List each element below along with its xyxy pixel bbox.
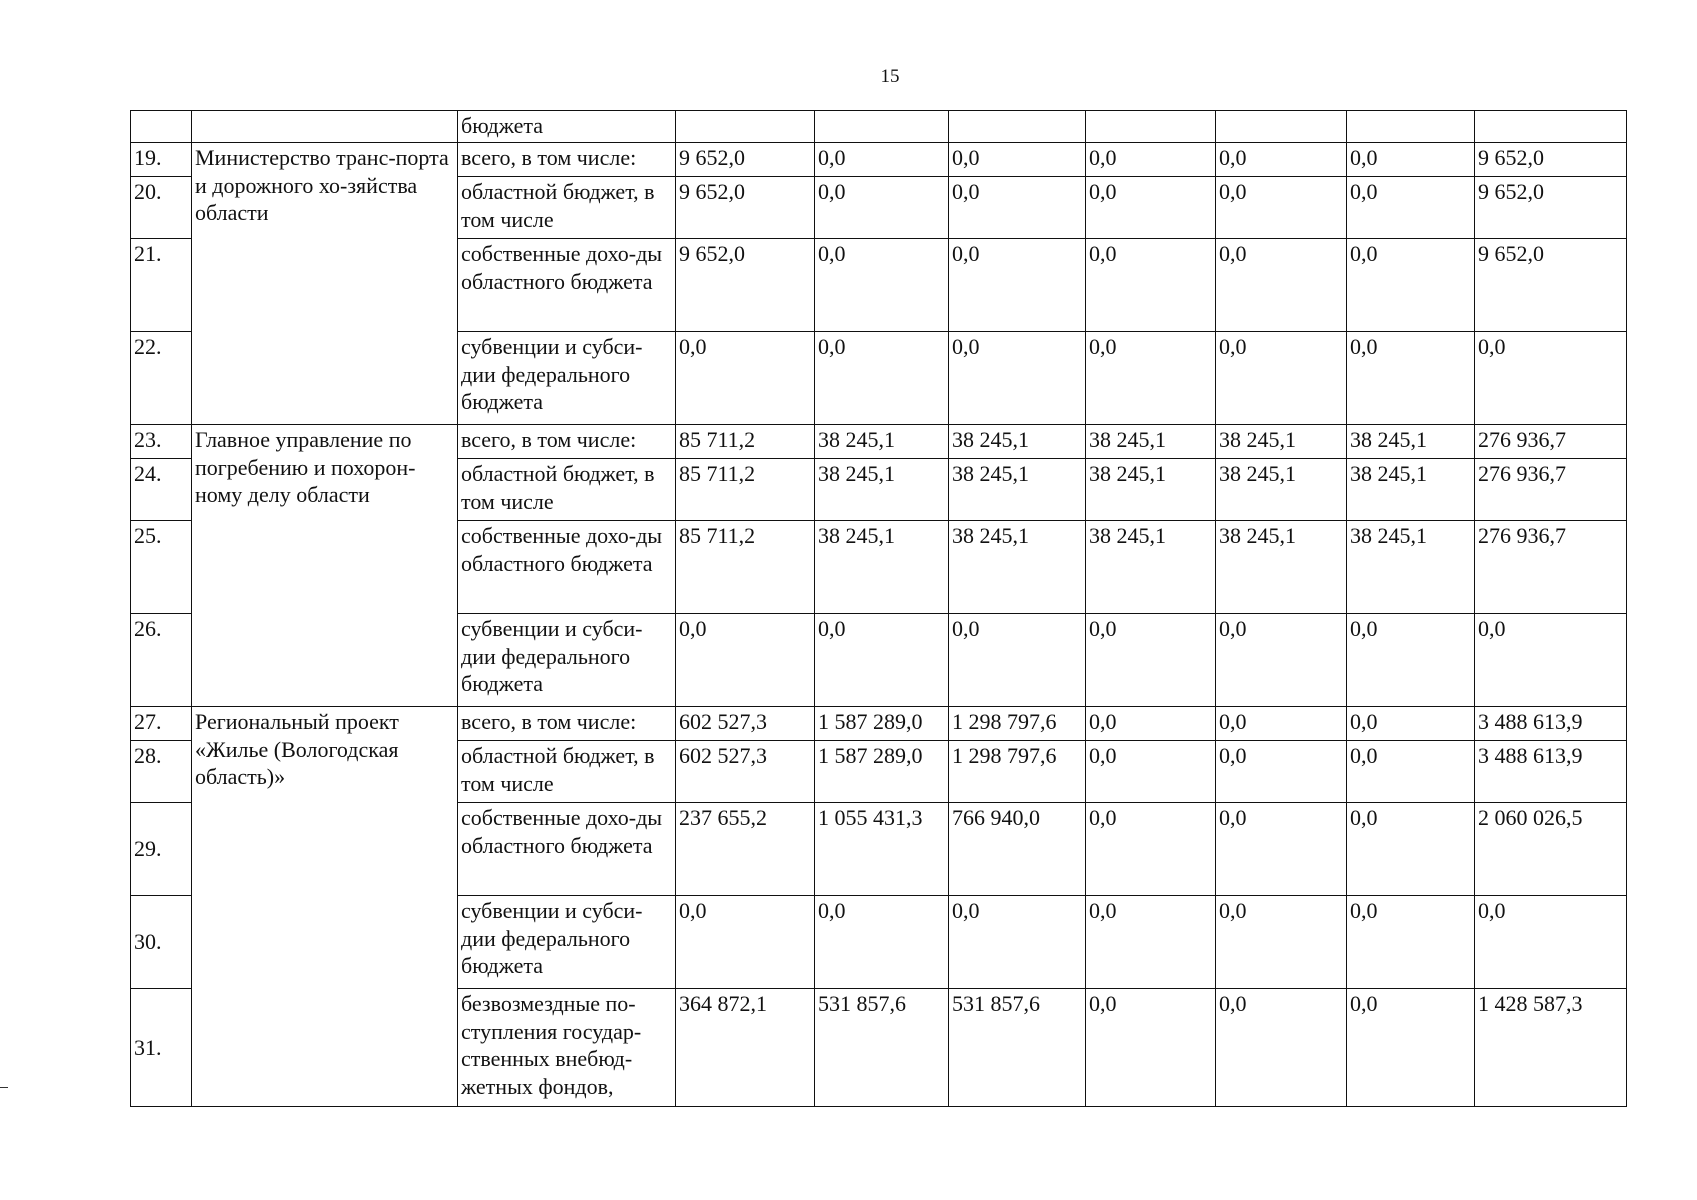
value-cell: 0,0 [1347,741,1475,803]
table-row [131,425,1627,459]
value-cell: 364 872,1 [676,989,815,1107]
value-cell [949,111,1086,143]
value-cell: 0,0 [1216,239,1347,332]
funding-type-cell: собственные дохо-ды областного бюджета [458,521,676,614]
value-cell: 0,0 [1216,896,1347,989]
value-cell: 0,0 [949,239,1086,332]
row-number-cell: 28. [131,741,192,803]
value-cell: 38 245,1 [1216,459,1347,521]
total-value-cell: 276 936,7 [1475,425,1627,459]
value-cell: 1 587 289,0 [815,741,949,803]
value-cell: 0,0 [1086,614,1216,707]
value-cell: 85 711,2 [676,459,815,521]
value-cell: 602 527,3 [676,741,815,803]
value-cell: 9 652,0 [676,177,815,239]
row-number-cell: 23. [131,425,192,459]
value-cell: 0,0 [949,332,1086,425]
value-cell [815,111,949,143]
value-cell: 237 655,2 [676,803,815,896]
value-cell: 0,0 [1086,741,1216,803]
row-number-cell: 19. [131,143,192,177]
total-value-cell: 9 652,0 [1475,143,1627,177]
funding-type-cell: всего, в том числе: [458,143,676,177]
total-value-cell: 0,0 [1475,896,1627,989]
value-cell: 0,0 [1347,239,1475,332]
value-cell: 0,0 [1216,177,1347,239]
funding-type-cell: безвозмездные по-ступления государ-ственных внебюд-жетных фондов, [458,989,676,1107]
row-number-cell: 20. [131,177,192,239]
total-value-cell: 9 652,0 [1475,177,1627,239]
funding-type-cell: субвенции и субси-дии федерального бюджета [458,332,676,425]
value-cell: 0,0 [676,614,815,707]
total-value-cell: 0,0 [1475,614,1627,707]
value-cell: 0,0 [949,143,1086,177]
value-cell: 38 245,1 [949,459,1086,521]
value-cell: 0,0 [815,239,949,332]
table-row [131,707,1627,741]
value-cell: 0,0 [1216,707,1347,741]
value-cell: 0,0 [1086,707,1216,741]
value-cell: 38 245,1 [1216,521,1347,614]
value-cell: 38 245,1 [1347,459,1475,521]
value-cell: 0,0 [1347,803,1475,896]
value-cell: 0,0 [1216,614,1347,707]
organization-cell: Региональный проект «Жилье (Вологодская область)» [192,707,458,1107]
total-value-cell: 276 936,7 [1475,459,1627,521]
row-number-cell: 21. [131,239,192,332]
value-cell: 0,0 [949,614,1086,707]
funding-type-cell: субвенции и субси-дии федерального бюджета [458,896,676,989]
value-cell [1475,111,1627,143]
row-number-cell: 31. [131,989,192,1107]
funding-type-cell: собственные дохо-ды областного бюджета [458,803,676,896]
value-cell: 0,0 [1086,332,1216,425]
value-cell: 0,0 [815,143,949,177]
value-cell: 0,0 [676,896,815,989]
funding-type-cell: субвенции и субси-дии федерального бюджета [458,614,676,707]
total-value-cell: 0,0 [1475,332,1627,425]
value-cell: 0,0 [1086,143,1216,177]
value-cell: 1 298 797,6 [949,707,1086,741]
value-cell [1086,111,1216,143]
value-cell: 766 940,0 [949,803,1086,896]
value-cell: 1 298 797,6 [949,741,1086,803]
value-cell: 0,0 [676,332,815,425]
table-row [131,143,1627,177]
value-cell: 0,0 [1086,989,1216,1107]
value-cell [1347,111,1475,143]
value-cell: 38 245,1 [815,521,949,614]
value-cell: 0,0 [1347,177,1475,239]
funding-type-cell: областной бюджет, в том числе [458,177,676,239]
value-cell: 0,0 [949,177,1086,239]
value-cell: 0,0 [1347,332,1475,425]
value-cell: 9 652,0 [676,143,815,177]
funding-type-cell: бюджета [458,111,676,143]
value-cell: 0,0 [815,896,949,989]
value-cell: 602 527,3 [676,707,815,741]
value-cell: 0,0 [1216,741,1347,803]
value-cell: 38 245,1 [1216,425,1347,459]
value-cell: 38 245,1 [1347,521,1475,614]
value-cell: 0,0 [815,332,949,425]
value-cell [1216,111,1347,143]
value-cell: 38 245,1 [949,521,1086,614]
table-row-continuation [131,111,1627,143]
page-number: 15 [880,66,900,87]
value-cell: 0,0 [1086,177,1216,239]
organization-cell [192,111,458,143]
value-cell: 38 245,1 [1347,425,1475,459]
value-cell: 0,0 [1347,143,1475,177]
value-cell: 38 245,1 [949,425,1086,459]
value-cell: 0,0 [1347,614,1475,707]
row-number-cell: 22. [131,332,192,425]
value-cell: 0,0 [1086,239,1216,332]
budget-table [130,110,1627,1107]
value-cell: 531 857,6 [949,989,1086,1107]
value-cell: 38 245,1 [1086,521,1216,614]
funding-type-cell: всего, в том числе: [458,707,676,741]
margin-mark [0,1087,8,1088]
value-cell: 0,0 [1347,896,1475,989]
table-body [131,111,1627,1107]
value-cell: 531 857,6 [815,989,949,1107]
organization-cell: Главное управление по погребению и похорон-ному делу области [192,425,458,707]
value-cell: 1 587 289,0 [815,707,949,741]
value-cell: 0,0 [815,177,949,239]
funding-type-cell: областной бюджет, в том числе [458,741,676,803]
organization-cell: Министерство транс-порта и дорожного хо-зяйства области [192,143,458,425]
value-cell: 0,0 [1347,707,1475,741]
total-value-cell: 9 652,0 [1475,239,1627,332]
funding-type-cell: всего, в том числе: [458,425,676,459]
row-number-cell: 24. [131,459,192,521]
row-number-cell: 29. [131,803,192,896]
value-cell: 38 245,1 [815,425,949,459]
value-cell: 85 711,2 [676,425,815,459]
value-cell: 85 711,2 [676,521,815,614]
value-cell: 0,0 [949,896,1086,989]
value-cell [676,111,815,143]
value-cell: 9 652,0 [676,239,815,332]
funding-type-cell: областной бюджет, в том числе [458,459,676,521]
row-number-cell: 30. [131,896,192,989]
value-cell: 0,0 [1347,989,1475,1107]
value-cell: 0,0 [1086,803,1216,896]
total-value-cell: 3 488 613,9 [1475,707,1627,741]
value-cell: 0,0 [1216,803,1347,896]
funding-type-cell: собственные дохо-ды областного бюджета [458,239,676,332]
value-cell: 0,0 [815,614,949,707]
row-number-cell: 25. [131,521,192,614]
row-number-cell [131,111,192,143]
row-number-cell: 26. [131,614,192,707]
row-number-cell: 27. [131,707,192,741]
total-value-cell: 2 060 026,5 [1475,803,1627,896]
value-cell: 0,0 [1216,143,1347,177]
total-value-cell: 3 488 613,9 [1475,741,1627,803]
value-cell: 1 055 431,3 [815,803,949,896]
value-cell: 38 245,1 [815,459,949,521]
value-cell: 38 245,1 [1086,459,1216,521]
value-cell: 0,0 [1086,896,1216,989]
value-cell: 0,0 [1216,332,1347,425]
value-cell: 38 245,1 [1086,425,1216,459]
total-value-cell: 276 936,7 [1475,521,1627,614]
value-cell: 0,0 [1216,989,1347,1107]
total-value-cell: 1 428 587,3 [1475,989,1627,1107]
